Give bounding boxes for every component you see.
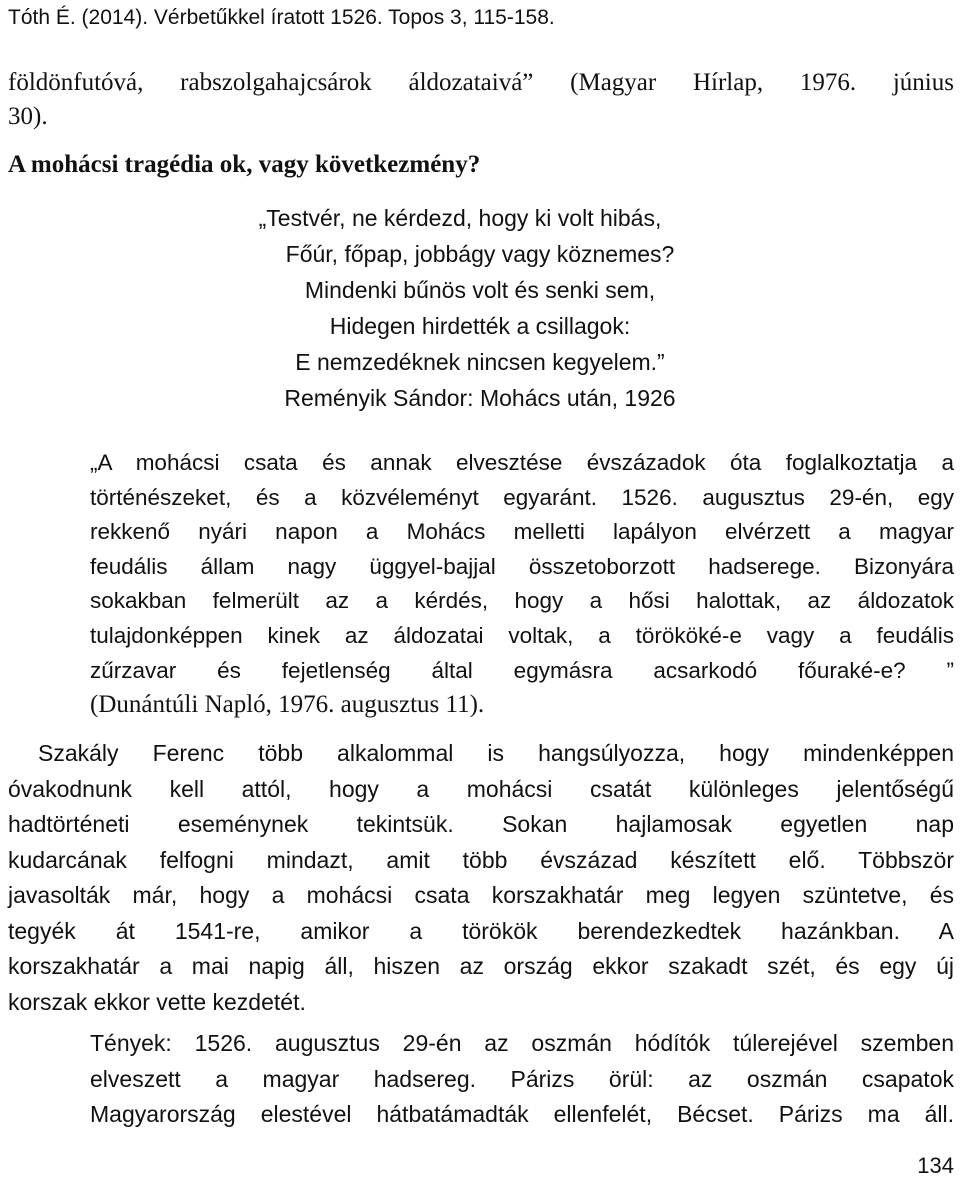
poem-line: Főúr, főpap, jobbágy vagy köznemes? — [285, 241, 675, 267]
page-number: 134 — [917, 1153, 954, 1178]
quote-line: feudális állam nagy üggyel-bajjal összetoborzott hadserege. Bizonyára — [90, 553, 954, 579]
paragraph-3-line: tegyék át 1541-re, amikor a törökök berendezkedtek hazánkban. A — [8, 917, 954, 944]
paragraph-3-line: korszakhatár a mai napig áll, hiszen az ország ekkor szakadt szét, és egy új — [8, 953, 954, 979]
quote-line: történészeket, és a közvéleményt egyaránt. 1526. augusztus 29-én, egy — [90, 484, 954, 510]
poem-line: Hidegen hirdették a csillagok: — [329, 313, 631, 339]
quote-line: sokakban felmerült az a kérdés, hogy a hősi halottak, az áldozatok — [90, 588, 954, 614]
poem-line: E nemzedéknek nincsen kegyelem.” — [295, 349, 665, 375]
quote-line: „A mohácsi csata és annak elvesztése évszázadok óta foglalkoztatja a — [90, 450, 954, 475]
running-header-citation: Tóth É. (2014). Vérbetűkkel íratott 1526. Topos 3, 115-158. — [8, 6, 555, 29]
paragraph-3-line: javasolták már, hogy a mohácsi csata korszakhatár meg legyen szüntetve, és — [8, 882, 954, 908]
paragraph-3 — [8, 736, 954, 1020]
poem-line: Mindenki bűnös volt és senki sem, — [304, 277, 656, 303]
block-quote — [90, 446, 954, 723]
paragraph-3-line: Szakály Ferenc több alkalommal is hangsúlyozza, hogy mindenképpen — [38, 740, 954, 766]
paragraph-4-line: Tények: 1526. augusztus 29-én az oszmán hódítók túlerejével szemben — [90, 1030, 954, 1056]
poem-attribution: Reményik Sándor: Mohács után, 1926 — [284, 385, 676, 411]
quote-source: (Dunántúli Napló, 1976. augusztus 11). — [90, 691, 485, 719]
paragraph-1-line: 30). — [8, 103, 48, 130]
paragraph-1 — [8, 66, 954, 134]
paragraph-3-line: hadtörténeti eseménynek tekintsük. Sokan hajlamosak egyetlen nap — [8, 811, 954, 837]
poem-line: „Testvér, ne kérdezd, hogy ki volt hibás, — [258, 205, 662, 231]
paragraph-3-line: korszak ekkor vette kezdetét. — [8, 988, 306, 1015]
quote-line: rekkenő nyári napon a Mohács melletti lapályon elvérzett a magyar — [90, 519, 954, 545]
quote-line: tulajdonképpen kinek az áldozatai voltak, a törököké-e vagy a feudális — [90, 622, 954, 648]
paragraph-3-line: óvakodnunk kell attól, hogy a mohácsi csatát különleges jelentőségű — [8, 775, 954, 802]
paragraph-1-line: földönfutóvá, rabszolgahajcsárok áldozataivá” (Magyar Hírlap, 1976. június — [8, 69, 954, 96]
paragraph-4 — [90, 1026, 954, 1133]
section-heading: A mohácsi tragédia ok, vagy következmény? — [8, 151, 481, 178]
quote-line: zűrzavar és fejetlenség által egymásra acsarkodó főuraké-e? ” — [90, 657, 954, 683]
paragraph-4-line: Magyarország elestével hátbatámadták ellenfelét, Bécset. Párizs ma áll. — [90, 1101, 954, 1127]
paragraph-3-line: kudarcának felfogni mindazt, amit több évszázad készített elő. Többször — [8, 846, 954, 873]
poem-epigraph — [0, 200, 960, 416]
paragraph-4-line: elveszett a magyar hadsereg. Párizs örül: az oszmán csapatok — [90, 1065, 954, 1092]
